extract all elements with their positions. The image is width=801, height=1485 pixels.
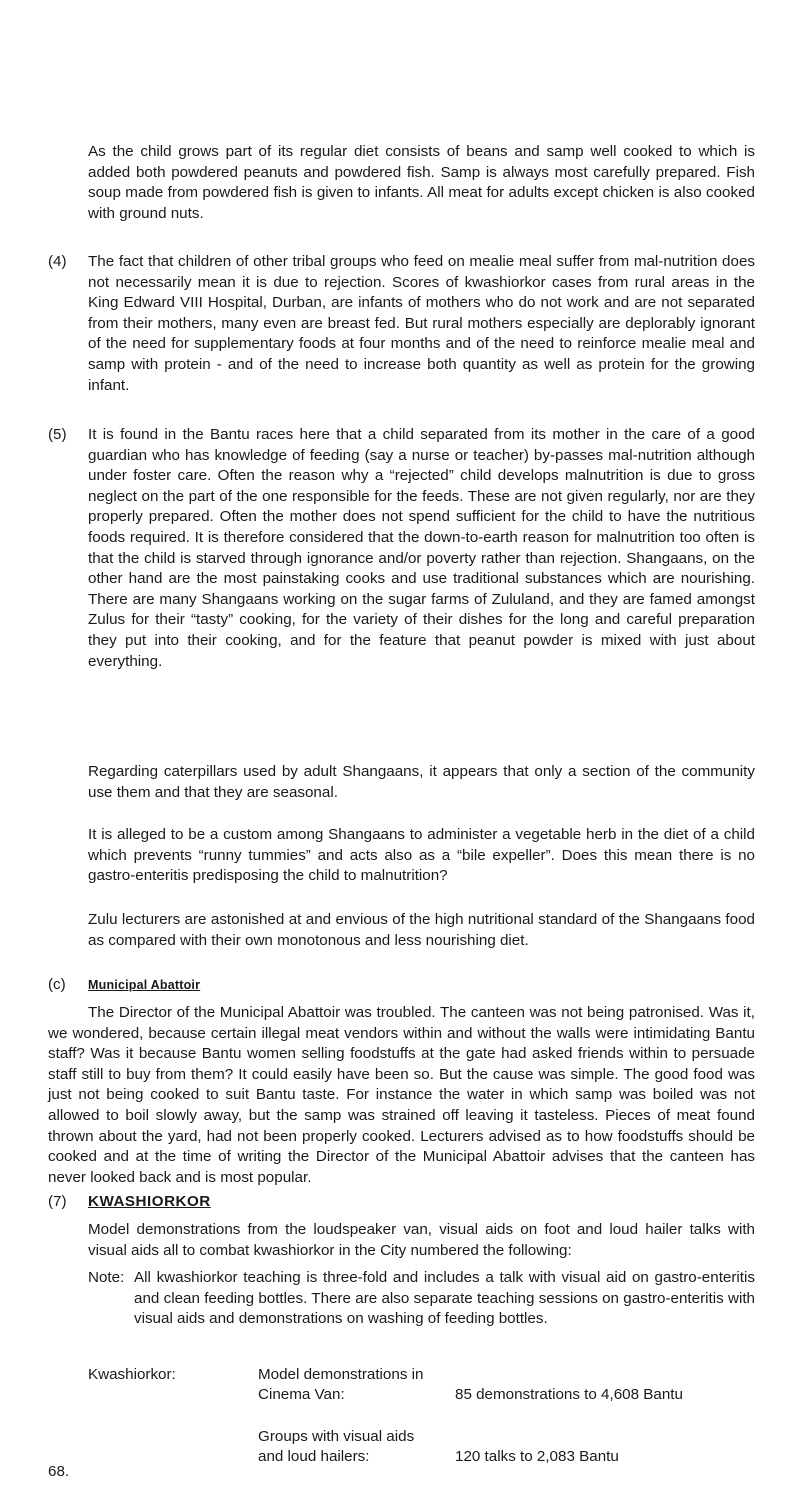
section-heading-abattoir: Municipal Abattoir xyxy=(88,978,201,992)
paragraph-custom: It is alleged to be a custom among Shangaans to administer a vegetable herb in the diet of a child which prevents “runny tummies” and acts also as a “bile expeller”. Does this mean there is no gastro-enteritis predisposing the child to malnutrition? xyxy=(88,826,755,885)
table-row-1-description-line2: Cinema Van: xyxy=(258,1386,345,1403)
table-row-1-result: 85 demonstrations to 4,608 Bantu xyxy=(455,1386,683,1403)
paragraph-model-demonstrations: Model demonstrations from the loudspeaker van, visual aids on foot and loud hailer talks with visual aids all to combat kwashiorkor in the City numbered the following: xyxy=(88,1221,755,1259)
table-row-1-description-line1: Model demonstrations in xyxy=(258,1366,424,1383)
paragraph-zulu: Zulu lecturers are astonished at and envious of the high nutritional standard of the Shangaans food as compared with their own monotonous and less nourishing diet. xyxy=(88,911,755,949)
paragraph-item-4: The fact that children of other tribal groups who feed on mealie meal suffer from mal-nutrition does not necessarily mean it is due to rejection. Scores of kwashiorkor cases from rural areas in the King Edward VIII Hospital, Durban, are infants of mothers who do not work and are not separated from their mothers, many even are breast fed. But rural mothers especially are deplorably ignorant of the need for supplementary foods at four months and of the need to reinforce mealie meal and samp with protein - and of the need to increase both quantity as well as protein for the growing infant. xyxy=(88,253,755,394)
item-number-5: (5) xyxy=(48,426,67,443)
item-number-4: (4) xyxy=(48,253,67,270)
table-row-2-result: 120 talks to 2,083 Bantu xyxy=(455,1448,619,1465)
paragraph-caterpillars: Regarding caterpillars used by adult Shangaans, it appears that only a section of the community use them and that they are seasonal. xyxy=(88,763,755,801)
table-label: Kwashiorkor: xyxy=(88,1366,176,1383)
page-number: 68. xyxy=(48,1463,70,1480)
paragraph-note: All kwashiorkor teaching is three-fold and includes a talk with visual aid on gastro-enteritis and clean feeding bottles. There are also separate teaching sessions on gastro-enteritis with visual aids and demonstrations on washing of feeding bottles. xyxy=(134,1269,755,1328)
table-row-2-description-line1: Groups with visual aids xyxy=(258,1428,415,1445)
item-number-7: (7) xyxy=(48,1193,67,1210)
section-heading-kwashiorkor: KWASHIORKOR xyxy=(88,1193,211,1210)
note-label: Note: xyxy=(88,1269,125,1286)
table-row-2-description-line2: and loud hailers: xyxy=(258,1448,370,1465)
paragraph-abattoir: The Director of the Municipal Abattoir was troubled. The canteen was not being patronised. Was it, we wondered, because certain illegal meat vendors within and without the walls were intimidating Bantu staff? Was it because Bantu women selling foodstuffs at the gate had asked friends within to persuade staff still to buy from them? It could easily have been so. But the cause was simple. The good food was just not being cooked to suit Bantu taste. For instance the water in which samp was boiled was not allowed to boil slowly away, but the samp was strained off leaving it tasteless. Pieces of meat found thrown about the yard, had not been properly cooked. Lecturers advised as to how foodstuffs should be cooked and at the time of writing the Director of the Municipal Abattoir advises that the canteen has never looked back and is most popular. xyxy=(48,1004,755,1186)
paragraph-item-5: It is found in the Bantu races here that a child separated from its mother in the care of a good guardian who has knowledge of feeding (say a nurse or teacher) by-passes mal-nutrition although under foster care. Often the reason why a “rejected” child develops malnutrition is due to gross neglect on the part of the one responsible for the feeds. These are not given regularly, nor are they properly prepared. Often the mother does not spend sufficient for the child to have the nutritious foods required. It is therefore considered that the down-to-earth reason for malnutrition too often is that the child is starved through ignorance and/or poverty rather than rejection. Shangaans, on the other hand are the most painstaking cooks and use traditional substances which are nourishing. There are many Shangaans working on the sugar farms of Zululand, and they are famed amongst Zulus for their “tasty” cooking, for the variety of their dishes for the long and careful preparation they put into their cooking, and for the feature that peanut powder is mixed with just about everything. xyxy=(88,426,755,670)
section-letter-c: (c) xyxy=(48,976,66,993)
paragraph-intro: As the child grows part of its regular diet consists of beans and samp well cooked to which is added both powdered peanuts and powdered fish. Samp is always most carefully prepared. Fish soup made from powdered fish is given to infants. All meat for adults except chicken is also cooked with ground nuts. xyxy=(88,143,755,222)
